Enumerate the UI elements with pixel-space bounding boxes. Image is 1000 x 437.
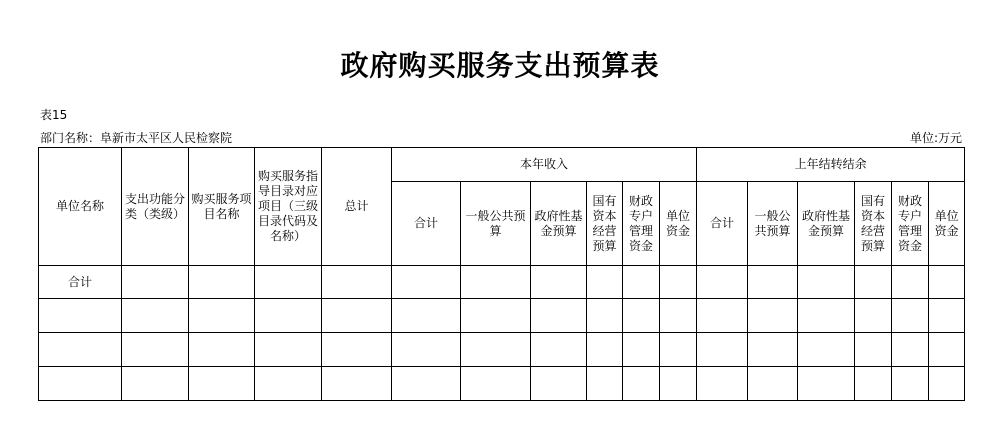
table-cell [531,299,587,333]
header-service-item: 购买服务项目名称 [189,148,255,266]
table-cell [623,367,660,401]
header-carry-subtotal: 合计 [697,182,748,266]
table-cell [39,367,122,401]
header-unit-name: 单位名称 [39,148,122,266]
table-cell [189,299,255,333]
header-grand-total: 总计 [322,148,392,266]
table-cell [392,333,461,367]
table-cell [748,367,798,401]
table-cell [660,299,697,333]
table-number: 表15 [40,108,68,122]
table-row [39,333,965,367]
budget-table [38,147,965,401]
table-cell [855,333,892,367]
table-cell [855,299,892,333]
table-cell [461,299,531,333]
table-cell [798,299,855,333]
table-cell [660,333,697,367]
header-carry-soe-capital: 国有资本经营预算 [855,182,892,266]
table-cell [255,266,322,299]
table-cell [189,367,255,401]
table-cell [322,299,392,333]
table-cell [697,299,748,333]
table-cell [798,333,855,367]
table-cell [122,266,189,299]
table-cell [39,333,122,367]
table-cell [189,333,255,367]
table-cell [255,333,322,367]
header-income-unit-fund: 单位资金 [660,182,697,266]
table-cell [392,299,461,333]
table-cell [122,299,189,333]
table-cell [748,266,798,299]
table-cell [392,266,461,299]
table-cell [322,266,392,299]
header-carryover: 上年结转结余 [697,148,965,182]
table-cell [623,299,660,333]
header-income-general-budget: 一般公共预算 [461,182,531,266]
header-income-gov-fund: 政府性基金预算 [531,182,587,266]
table-cell [122,333,189,367]
table-row [39,367,965,401]
page-title: 政府购买服务支出预算表 [340,49,660,82]
department-name: 部门名称：阜新市太平区人民检察院 [40,131,233,145]
currency-unit: 单位:万元 [909,131,962,145]
table-cell [697,266,748,299]
table-cell [660,266,697,299]
table-cell [623,333,660,367]
table-cell [929,367,965,401]
table-cell [322,367,392,401]
table-cell [39,299,122,333]
table-cell [798,367,855,401]
table-cell [587,299,623,333]
table-cell [892,333,929,367]
table-cell [531,333,587,367]
table-cell [461,266,531,299]
table-cell [892,299,929,333]
table-cell [461,333,531,367]
table-cell [623,266,660,299]
header-function-class: 支出功能分类（类级） [122,148,189,266]
total-row-label: 合计 [39,266,122,299]
table-cell [798,266,855,299]
table-cell [929,266,965,299]
table-cell [855,266,892,299]
table-cell [855,367,892,401]
table-cell [660,367,697,401]
header-row-1 [39,148,965,182]
table-cell [587,333,623,367]
table-cell [531,266,587,299]
header-carry-gov-fund: 政府性基金预算 [798,182,855,266]
header-carry-special-fund: 财政专户管理资金 [892,182,929,266]
table-row [39,299,965,333]
header-income-subtotal: 合计 [392,182,461,266]
header-guide-item: 购买服务指导目录对应项目（三级目录代码及名称） [255,148,322,266]
table-cell [748,333,798,367]
table-cell [392,367,461,401]
table-cell [122,367,189,401]
table-row [39,266,965,299]
table-cell [322,333,392,367]
table-cell [461,367,531,401]
table-cell [892,367,929,401]
table-cell [929,333,965,367]
table-cell [531,367,587,401]
header-income-special-fund: 财政专户管理资金 [623,182,660,266]
table-cell [587,367,623,401]
table-cell [587,266,623,299]
table-cell [697,333,748,367]
header-carry-unit-fund: 单位资金 [929,182,965,266]
table-cell [255,299,322,333]
table-cell [748,299,798,333]
header-current-income: 本年收入 [392,148,697,182]
table-cell [189,266,255,299]
header-income-soe-capital: 国有资本经营预算 [587,182,623,266]
table-cell [929,299,965,333]
header-carry-general-budget: 一般公共预算 [748,182,798,266]
table-cell [255,367,322,401]
table-cell [892,266,929,299]
table-cell [697,367,748,401]
